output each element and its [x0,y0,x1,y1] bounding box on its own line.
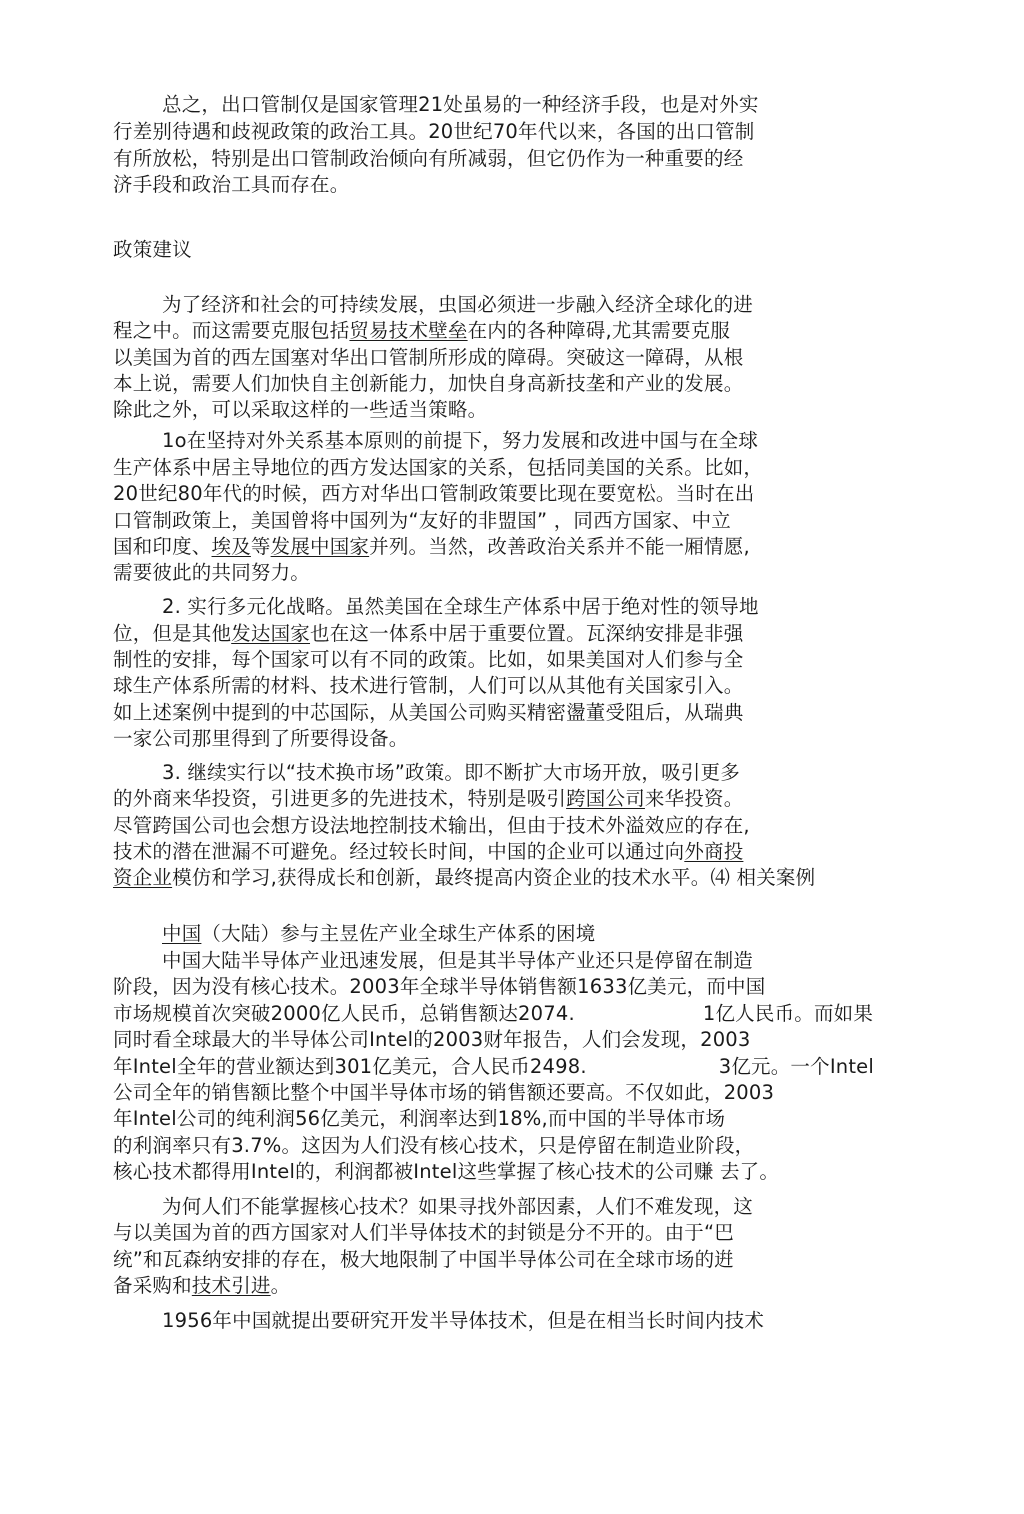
text-run: 在内的各种障碍,尤其需要克服 [467,319,731,342]
hyperlink-term[interactable]: 发展中国家 [270,535,370,558]
text-run: 球生产体系所需的材料、技术进行管制，人们可以从其他有关国家引入。 [113,674,744,697]
text-line [162,428,758,454]
text-run: 技术的潜在泄漏不可避免。经过较长时间，中国的企业可以通过向 [113,840,685,863]
text-run: 并列。当然，改善政治关系并不能一厢情愿, [369,535,750,558]
text-run: 行差别待遇和歧视政策的政治工具。20世纪70年代以来，各国的出口管制 [113,120,755,143]
text-line [113,455,763,481]
text-run: 公司全年的销售额比整个中国半导体市场的销售额还要高。不仅如此，2003 [113,1081,775,1104]
text-run: 同时看全球最大的半导体公司Intel的2003财年报告，人们会发现，2003 [113,1028,751,1051]
text-run: 总之，出口管制仅是国家管理21处虽易的一种经济手段，也是对外实 [162,93,759,116]
text-line [162,1194,753,1220]
text-run: 制性的安排，每个国家可以有不同的政策。比如，如果美国对人们参与全 [113,648,744,671]
text-run: 为何人们不能掌握核心技术？如果寻找外部因素，人们不难发现，这 [162,1195,754,1218]
text-line [113,700,743,726]
hyperlink-term[interactable]: 中国 [162,922,202,945]
text-line [113,813,750,839]
text-run: 年Intel全年的营业额达到301亿美元，合人民币2498. [113,1055,587,1078]
text-run: 的利润率只有3.7%。这因为人们没有核心技术，只是停留在制造业阶段， [113,1134,755,1157]
text-run: 1956年中国就提出要研究开发半导体技术，但是在相当长时间内技术 [162,1309,765,1332]
text-run: 以美国为首的西左国塞对华出口管制所形成的障碍。突破这一障碍，从根 [113,346,744,369]
hyperlink-term[interactable]: 外商投 [684,840,744,863]
text-line [113,1106,725,1132]
text-line [113,1220,734,1246]
text-run: 来华投资。 [644,787,744,810]
text-run: 核心技术都得用Intel的，利润都被Intel这些掌握了核心技术的公司赚 去了。 [113,1160,780,1183]
text-line [113,726,409,752]
text-run: 统”和瓦森纳安排的存在，极大地限制了中国半导体公司在全球市场的逬 [113,1248,735,1271]
text-run: 等 [250,535,271,558]
text-run: 市场规模首次突破2000亿人民币，总销售额达2074. [113,1002,575,1025]
text-line [113,1027,751,1053]
text-run: 。 [270,1274,291,1297]
text-run: 有所放松，特别是出口管制政治倾向有所减弱，但它仍作为一种重要的经 [113,147,744,170]
text-run: 位，但是其他 [113,622,232,645]
hyperlink-term[interactable]: 跨国公司 [566,787,645,810]
text-line [113,318,730,344]
text-run: 除此之外，可以采取这样的一些适当策略。 [113,398,488,421]
text-run: 备采购和 [113,1274,192,1297]
text-run: （大陆）参与主昱佐产业全球生产体系的困境 [201,922,596,945]
text-line [162,92,759,118]
text-run: 3亿元。一个Intel [718,1055,874,1078]
text-line [113,1273,290,1299]
hyperlink-term[interactable]: 贸易技术壁垒 [349,319,468,342]
text-run: 为了经济和社会的可持续发展，虫国必须进一步融入经济全球化的进 [162,293,754,316]
text-run: 尽管跨国公司也会想方设法地控制技术输出，但由于技术外溢效应的存在, [113,814,750,837]
hyperlink-term[interactable]: 埃及 [211,535,251,558]
text-run: 20世纪80年代的时候，西方对华出口管制政策要比现在要宽松。当时在出 [113,482,755,505]
text-line [113,673,743,699]
text-run: 也在这一体系中居于重要位置。瓦深纳安排是非强 [310,622,744,645]
text-line [162,921,595,947]
text-run: 阶段，因为没有核心技术。2003年全球半导体销售额1633亿美元，而中国 [113,975,766,998]
text-line [113,119,754,145]
text-run: 如上述案例中提到的中芯国际，从美国公司购买精密盪董受阻后，从瑞典 [113,701,744,724]
text-line [113,974,765,1000]
text-run: 中国大陆半导体产业迅速发展，但是其半导体产业还只是停留在制造 [162,949,754,972]
section-heading [113,237,192,263]
text-line [113,481,754,507]
hyperlink-term[interactable]: 发达国家 [231,622,311,645]
text-line [162,594,759,620]
text-line [113,397,487,423]
text-line [113,560,310,586]
text-line [113,1080,774,1106]
text-run: 一家公司那里得到了所要得设备。 [113,727,409,750]
text-run: 与以美国为首的西方国家对人们半导体技术的封锁是分不开的。由于“巴 [113,1221,735,1244]
text-line [162,760,740,786]
text-line [113,172,349,198]
text-run: 1o在坚持对外关系基本原则的前提下，努力发展和改进中国与在全球 [162,429,759,452]
text-line [113,647,743,673]
text-line [113,786,743,812]
text-run: 本上说，需要人们加快自主创新能力，加快自身高新技垄和产业的发展。 [113,372,744,395]
text-run: 济手段和政治工具而存在。 [113,173,350,196]
text-line [113,1133,754,1159]
text-line [113,1159,779,1185]
text-line [113,1054,874,1080]
text-run: 年Intel公司的纯利润56亿美元，利润率达到18%,而中国的半导体市场 [113,1107,726,1130]
text-run: 程之中。而这需要克服包括 [113,319,350,342]
text-line [113,345,743,371]
text-line [162,948,753,974]
text-run: 政策建议 [113,238,192,261]
text-run: 的外商来华投资，引进更多的先进技术，特别是吸引 [113,787,567,810]
text-run: 国和印度、 [113,535,212,558]
text-line [113,865,815,891]
text-line [113,371,743,397]
hyperlink-term[interactable]: 技术引进 [191,1274,271,1297]
text-run: 模仿和学习,获得成长和创新，最终提高内资企业的技术水平。⑷ 相关案例 [172,866,816,889]
text-run: 口管制政策上，美国曾将中国列为“友好的非盟国” ，同西方国家、中立 [113,509,732,532]
text-line [113,1001,873,1027]
text-line [113,621,743,647]
text-run: 生产体系中居主导地位的西方发达国家的关系，包括同美国的关系。比如， [113,456,764,479]
text-run: 2. 实行多元化战略。虽然美国在全球生产体系中居于绝对性的领导地 [162,595,759,618]
text-line [113,1247,734,1273]
text-run: 3. 继续实行以“技术换市场”政策。即不断扩大市场开放，吸引更多 [162,761,740,784]
text-line [113,146,743,172]
text-line [113,508,731,534]
text-line [113,839,743,865]
text-line [162,292,753,318]
hyperlink-term[interactable]: 资企业 [113,866,173,889]
text-line [113,534,750,560]
text-run: 需要彼此的共同努力。 [113,561,311,584]
text-run: 1亿人民币。而如果 [702,1002,874,1025]
text-line [162,1308,764,1334]
